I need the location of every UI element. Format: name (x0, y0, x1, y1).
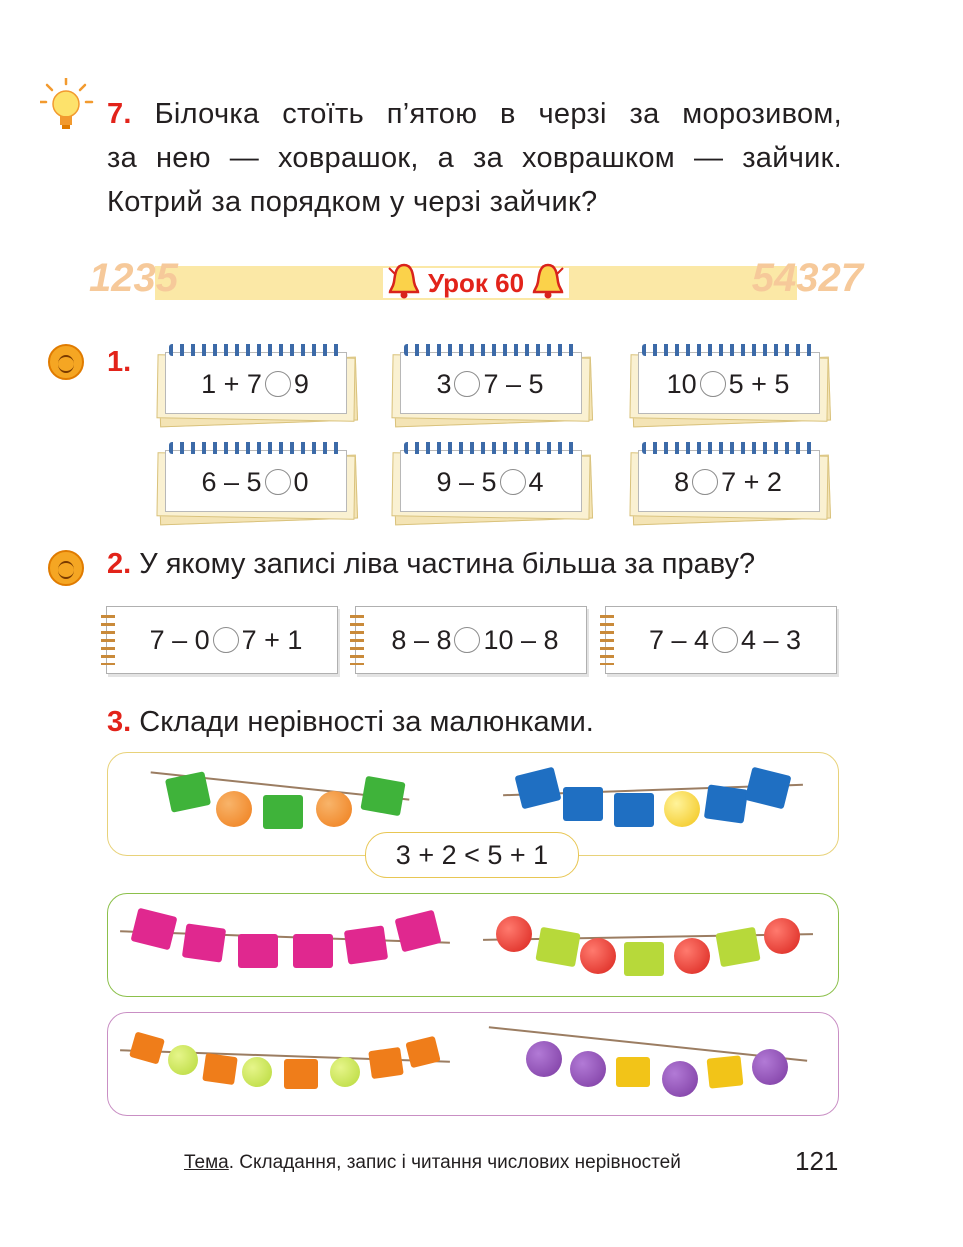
task-7-line-2: за нею — ховрашок, а за ховрашком — зайчик. (107, 142, 842, 174)
notepad-5 (390, 448, 590, 518)
orange-cube (284, 1059, 318, 1089)
compare-circle[interactable] (213, 627, 239, 653)
page-number: 121 (795, 1146, 839, 1176)
expr-left: 8 (674, 467, 690, 497)
expr-right: 4 (528, 467, 544, 497)
orange-cube (202, 1053, 238, 1085)
face-icon (48, 344, 84, 380)
compare-circle[interactable] (712, 627, 738, 653)
task-2-number: 2. (107, 548, 132, 580)
red-ball (496, 916, 532, 952)
yellow-cube (616, 1057, 650, 1087)
expr-left: 1 + 7 (201, 369, 262, 399)
orange-cube (405, 1036, 440, 1068)
lime-ball (242, 1057, 272, 1087)
task-2 (107, 548, 755, 581)
expr-left: 9 – 5 (436, 467, 497, 497)
green-cube (165, 771, 211, 813)
blue-cube (563, 787, 603, 821)
compare-circle[interactable] (692, 469, 718, 495)
expr-right: 9 (293, 369, 309, 399)
yellow-ball (664, 791, 700, 827)
orange-ball (316, 791, 352, 827)
lesson-title-wrap (95, 262, 857, 304)
expr-right: 7 + 2 (721, 467, 782, 497)
magenta-cube (182, 923, 226, 962)
expr-right: 10 – 8 (483, 625, 559, 655)
task-3 (107, 706, 594, 739)
expr-right: 0 (293, 467, 309, 497)
compare-circle[interactable] (265, 371, 291, 397)
spiral-card-1 (106, 606, 338, 674)
task-3-number: 3. (107, 706, 132, 738)
lime-cube (535, 927, 580, 967)
expr-left: 3 (436, 369, 452, 399)
notepad-1 (155, 350, 355, 420)
expr-left: 6 – 5 (201, 467, 262, 497)
notepad-6 (628, 448, 828, 518)
bead-box-3 (107, 1012, 839, 1116)
lime-ball (168, 1045, 198, 1075)
banner-deco-right: 54327 (751, 256, 863, 300)
magenta-cube (130, 908, 177, 951)
compare-circle[interactable] (454, 627, 480, 653)
notepad-4 (155, 448, 355, 518)
red-ball (674, 938, 710, 974)
topic-label: Тема (184, 1152, 229, 1173)
expr-left: 10 (666, 369, 697, 399)
expr-right: 7 + 1 (241, 625, 303, 655)
notepad-3 (628, 350, 828, 420)
expr-right: 7 – 5 (483, 369, 544, 399)
example-inequality: 3 + 2 < 5 + 1 (365, 832, 579, 878)
purple-ball (570, 1051, 606, 1087)
task-2-question: У якому записі ліва частина більша за праву? (139, 548, 756, 580)
orange-ball (216, 791, 252, 827)
blue-cube (704, 784, 748, 823)
expr-right: 5 + 5 (728, 369, 790, 399)
task-number: 7. (107, 98, 132, 130)
orange-cube (368, 1047, 404, 1079)
footer-topic (184, 1152, 681, 1174)
magenta-cube (293, 934, 333, 968)
face-icon (48, 550, 84, 586)
expr-left: 7 – 0 (149, 625, 210, 655)
compare-circle[interactable] (454, 371, 480, 397)
red-ball (764, 918, 800, 954)
expr-right: 4 – 3 (741, 625, 802, 655)
spiral-card-2 (355, 606, 587, 674)
compare-circle[interactable] (500, 469, 526, 495)
expr-left: 8 – 8 (391, 625, 452, 655)
lightbulb-icon (40, 78, 100, 138)
purple-ball (752, 1049, 788, 1085)
spiral-card-3 (605, 606, 837, 674)
task-7-line-3: Котрий за порядком у черзі зайчик? (107, 186, 598, 218)
task-7 (107, 92, 842, 224)
blue-cube (614, 793, 654, 827)
compare-circle[interactable] (265, 469, 291, 495)
lime-cube (624, 942, 664, 976)
task-1-number: 1. (107, 346, 132, 378)
notepad-2 (390, 350, 590, 420)
banner-deco-left: 1235 (89, 256, 178, 300)
bead-box-2 (107, 893, 839, 997)
green-cube (360, 776, 405, 816)
lesson-banner (89, 256, 863, 304)
blue-cube (744, 767, 791, 810)
compare-circle[interactable] (700, 371, 726, 397)
lime-cube (715, 927, 760, 967)
magenta-cube (238, 934, 278, 968)
green-cube (263, 795, 303, 829)
yellow-cube (707, 1055, 744, 1088)
topic-text: . Складання, запис і читання числових нерівностей (228, 1152, 681, 1173)
bell-icon (531, 262, 565, 300)
blue-cube (514, 767, 561, 810)
magenta-cube (344, 925, 388, 964)
lesson-title: Урок 60 (427, 268, 525, 298)
expr-left: 7 – 4 (648, 625, 709, 655)
task-7-line-1: Білочка стоїть п’ятою в черзі за морозивом, (154, 98, 843, 130)
task-3-instruction: Склади нерівності за малюнками. (139, 706, 594, 738)
purple-ball (662, 1061, 698, 1097)
lime-ball (330, 1057, 360, 1087)
red-ball (580, 938, 616, 974)
purple-ball (526, 1041, 562, 1077)
orange-cube (129, 1031, 165, 1064)
magenta-cube (394, 910, 441, 953)
bell-icon (387, 262, 421, 300)
